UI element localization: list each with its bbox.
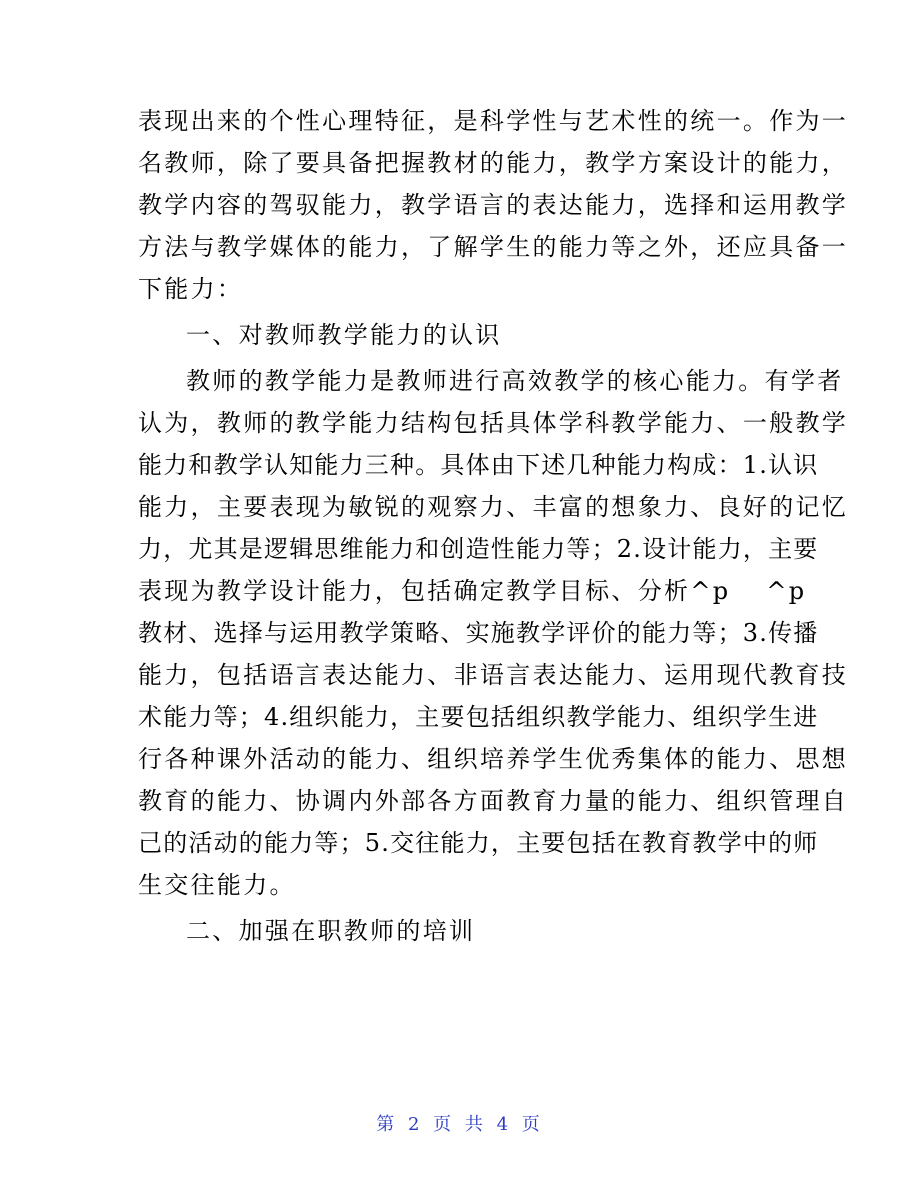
paragraph-line: 下能力： — [138, 275, 244, 303]
paragraph-line: 教学内容的驾驭能力，教学语言的表达能力，选择和运用教学 — [138, 191, 849, 219]
body-line: 力，尤其是逻辑思维能力和创造性能力等；2.设计能力，主要 — [138, 535, 819, 563]
section-heading-2: 二、加强在职教师的培训 — [186, 917, 476, 945]
paragraph-line: 方法与教学媒体的能力，了解学生的能力等之外，还应具备一 — [138, 233, 849, 261]
body-line: 能力，包括语言表达能力、非语言表达能力、运用现代教育技 — [138, 661, 849, 689]
paragraph-line: 名教师，除了要具备把握教材的能力，教学方案设计的能力， — [138, 149, 849, 177]
paragraph-marker: ^p — [766, 577, 807, 605]
body-line: 能力，主要表现为敏锐的观察力、丰富的想象力、良好的记忆 — [138, 493, 849, 521]
paragraph-line: 表现出来的个性心理特征，是科学性与艺术性的统一。作为一 — [138, 107, 849, 135]
body-line: 行各种课外活动的能力、组织培养学生优秀集体的能力、思想 — [138, 745, 849, 773]
body-line-with-markers — [138, 570, 807, 612]
body-line-text: 表现为教学设计能力，包括确定教学目标、分析 — [138, 577, 691, 605]
section-heading-1: 一、对教师教学能力的认识 — [186, 321, 502, 349]
body-line: 术能力等；4.组织能力，主要包括组织教学能力、组织学生进 — [138, 703, 819, 731]
body-line: 教育的能力、协调内外部各方面教育力量的能力、组织管理自 — [138, 787, 849, 815]
page-number-footer: 第 2 页 共 4 页 — [376, 1114, 544, 1135]
body-line: 能力和教学认知能力三种。具体由下述几种能力构成：1.认识 — [138, 451, 819, 479]
body-line: 教材、选择与运用教学策略、实施教学评价的能力等；3.传播 — [138, 619, 819, 647]
body-line: 生交往能力。 — [138, 871, 296, 899]
body-line: 己的活动的能力等；5.交往能力，主要包括在教育教学中的师 — [138, 829, 819, 857]
paragraph-marker: ^p — [690, 577, 731, 605]
document-body — [138, 100, 849, 952]
body-line: 教师的教学能力是教师进行高效教学的核心能力。有学者 — [186, 367, 844, 395]
body-line: 认为，教师的教学能力结构包括具体学科教学能力、一般教学 — [138, 409, 849, 437]
